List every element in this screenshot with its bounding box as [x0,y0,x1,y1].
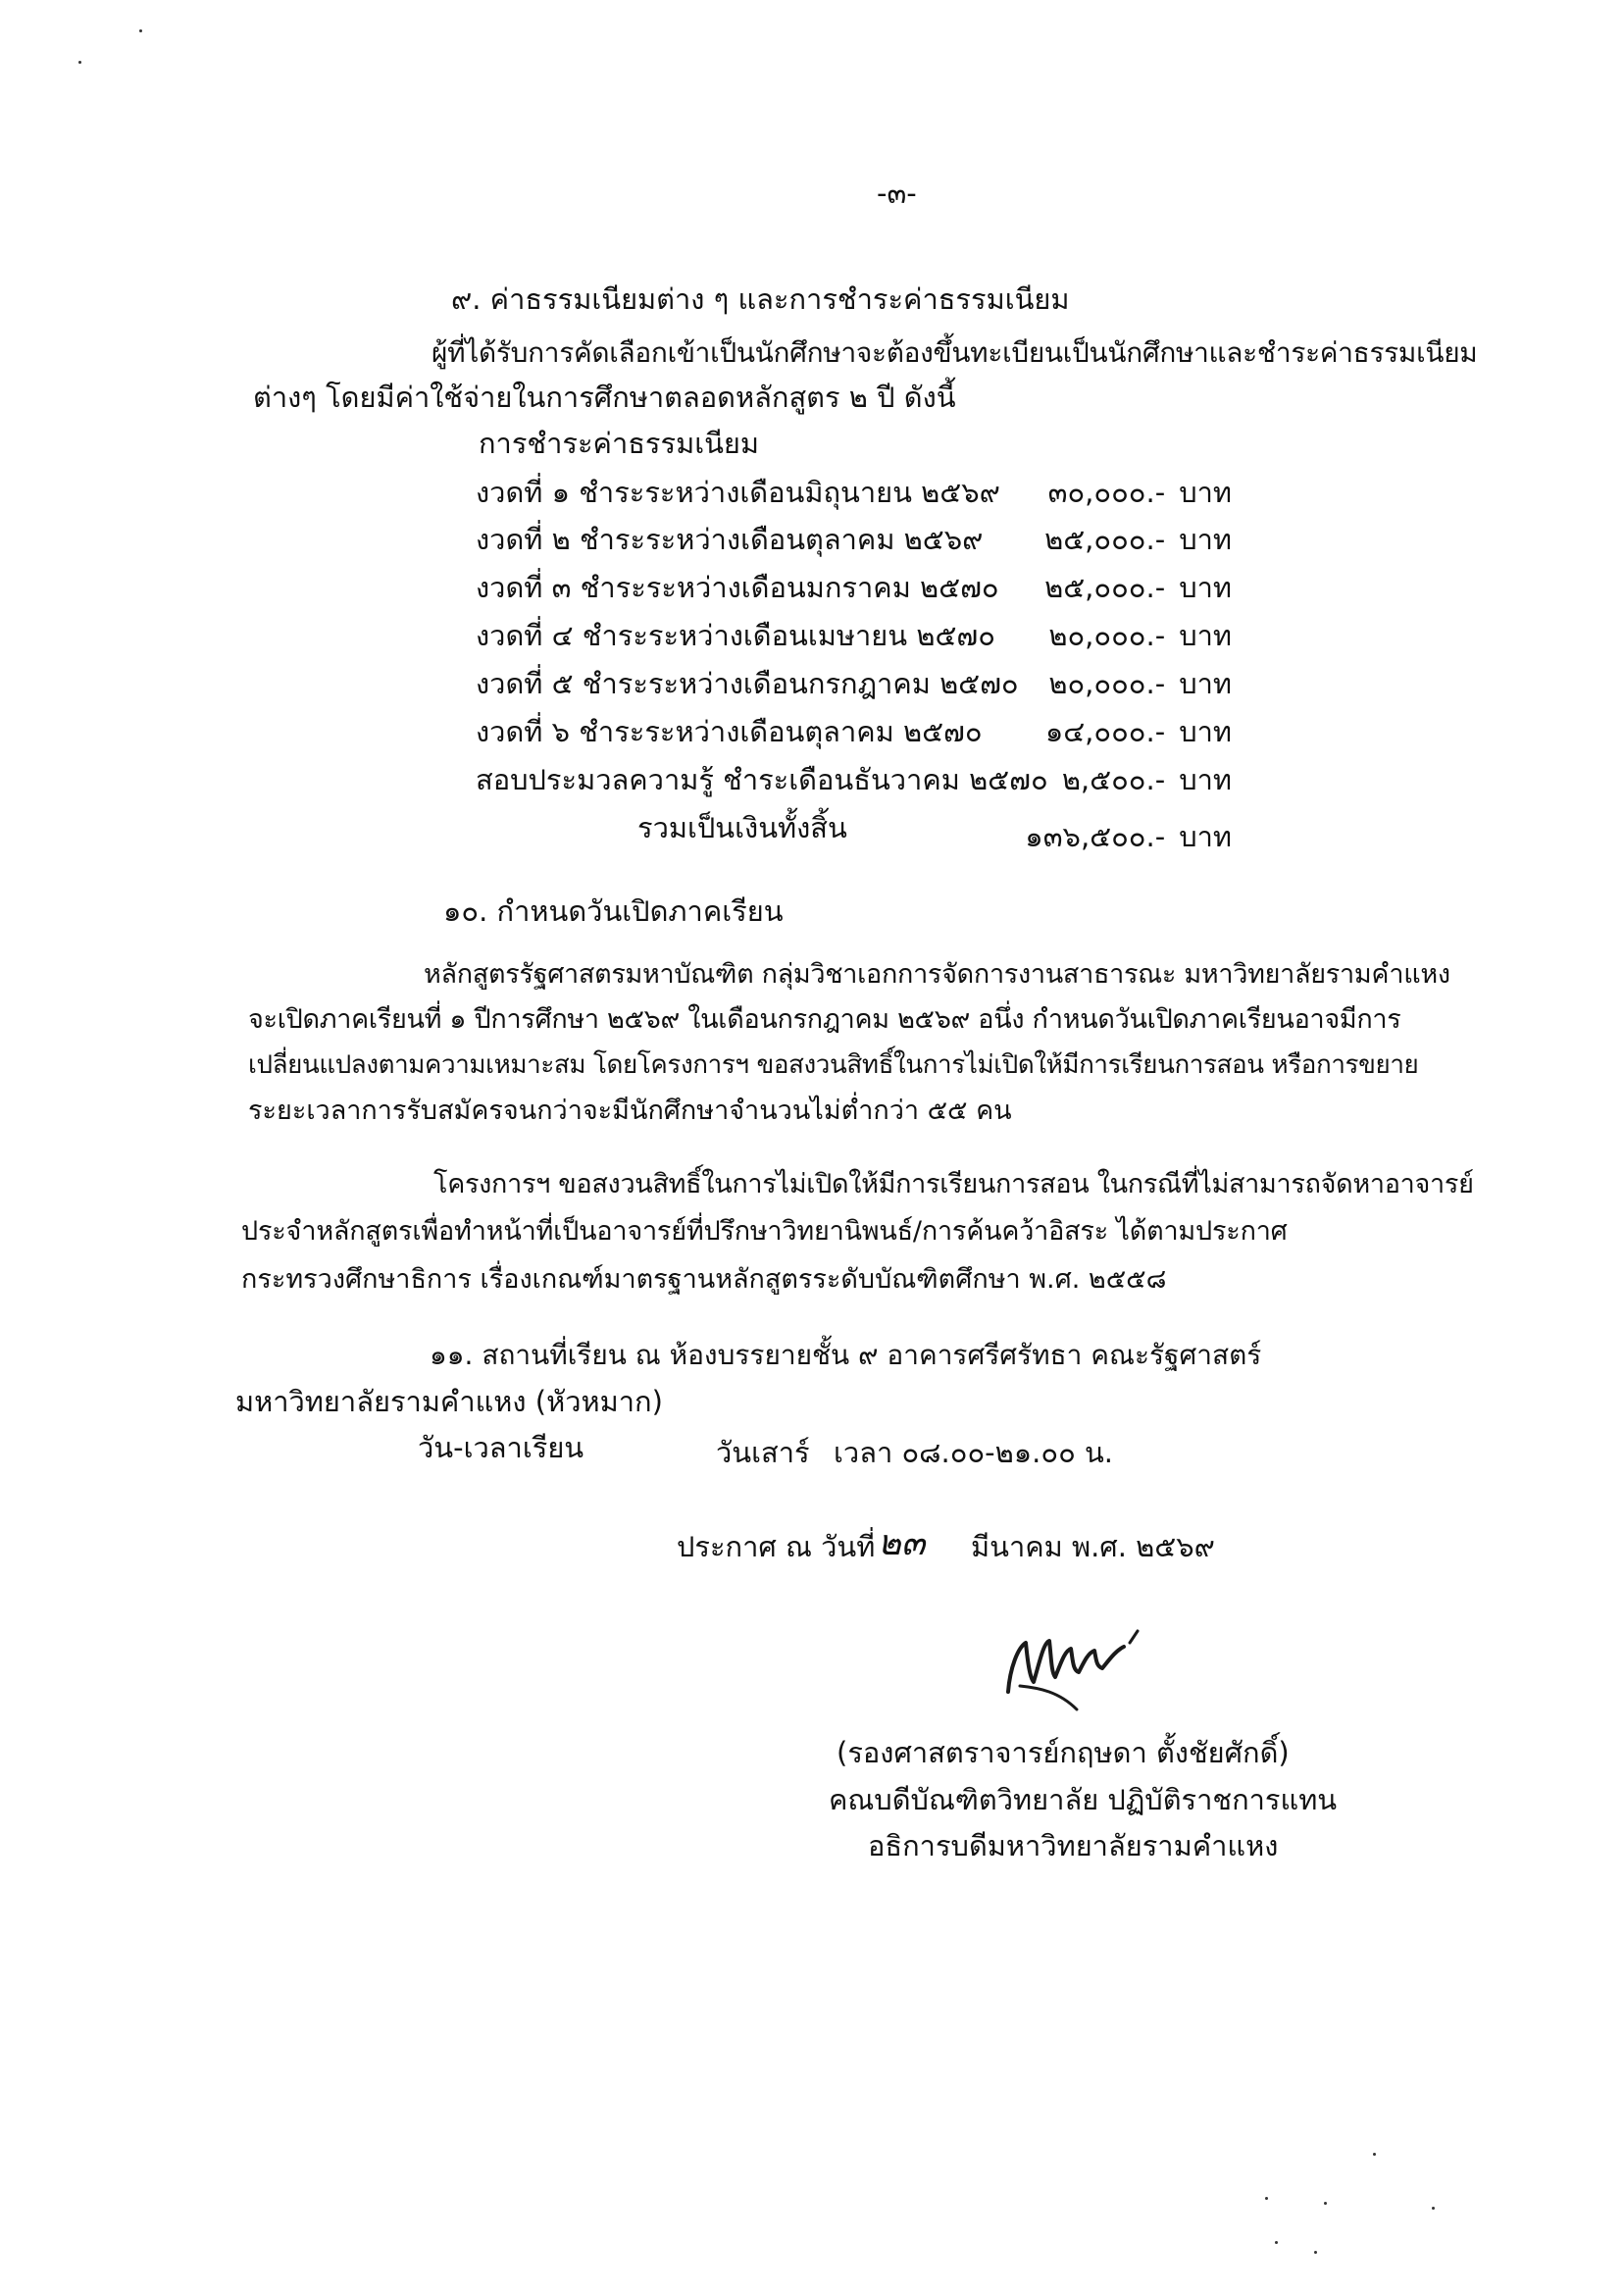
fee-amount-value: ๓๐,๐๐๐.- [1047,476,1166,509]
signatory-position-1: คณบดีบัณฑิตวิทยาลัย ปฏิบัติราชการแทน [829,1783,1338,1816]
fee-amount-value: ๒๐,๐๐๐.- [1048,667,1166,700]
fee-row-amount [1045,715,1232,749]
fee-row-label: งวดที่ ๒ ชำระระหว่างเดือนตุลาคม ๒๕๖๙ [476,523,984,556]
fee-amount-unit: บาท [1179,763,1232,796]
scan-speck [78,61,81,64]
fee-row-label: งวดที่ ๕ ชำระระหว่างเดือนกรกฎาคม ๒๕๗๐ [476,667,1019,700]
section11-line1: ๑๑. สถานที่เรียน ณ ห้องบรรยายชั้น ๙ อาคารศรีศรัทธา คณะรัฐศาสตร์ [430,1339,1262,1371]
fee-amount-value: ๒๕,๐๐๐.- [1044,571,1166,604]
fee-total-unit: บาท [1179,820,1232,853]
fee-row-label: งวดที่ ๖ ชำระระหว่างเดือนตุลาคม ๒๕๗๐ [476,715,983,748]
fee-amount-unit: บาท [1179,523,1232,556]
paragraph-line: ประจำหลักสูตรเพื่อทำหน้าที่เป็นอาจารย์ที่ปรึกษาวิทยานิพนธ์/การค้นคว้าอิสระ ได้ตามประกาศ [241,1216,1288,1247]
scan-speck [1432,2207,1435,2210]
fee-row-label: งวดที่ ๓ ชำระระหว่างเดือนมกราคม ๒๕๗๐ [476,571,999,604]
paragraph-line: เปลี่ยนแปลงตามความเหมาะสม โดยโครงการฯ ขอสงวนสิทธิ์ในการไม่เปิดให้มีการเรียนการสอน หรือการขยาย [248,1050,1419,1080]
schedule-time: เวลา ๐๘.๐๐-๒๑.๐๐ น. [834,1436,1114,1469]
fee-row-label: สอบประมวลความรู้ ชำระเดือนธันวาคม ๒๕๗๐ [476,763,1048,796]
announcement-prefix: ประกาศ ณ วันที่ [677,1530,876,1563]
signature [1000,1623,1216,1711]
paragraph-line: หลักสูตรรัฐศาสตรมหาบัณฑิต กลุ่มวิชาเอกการจัดการงานสาธารณะ มหาวิทยาลัยรามคำแหง [424,959,1450,990]
paragraph-line: ระยะเวลาการรับสมัครจนกว่าจะมีนักศึกษาจำนวนไม่ต่ำกว่า ๕๕ คน [248,1096,1012,1126]
scan-speck [1324,2202,1327,2205]
fee-row-amount [1048,667,1232,701]
fee-amount-unit: บาท [1179,571,1232,604]
paragraph-line: จะเปิดภาคเรียนที่ ๑ ปีการศึกษา ๒๕๖๙ ในเดือนกรกฎาคม ๒๕๖๙ อนึ่ง กำหนดวันเปิดภาคเรียนอาจมีการ [248,1004,1401,1035]
fee-row-amount [1048,619,1232,653]
fee-row-amount [1044,523,1232,557]
fee-amount-unit: บาท [1179,476,1232,509]
section9-heading: ๙. ค่าธรรมเนียมต่าง ๆ และการชำระค่าธรรมเนียม [451,282,1070,316]
paragraph-line: โครงการฯ ขอสงวนสิทธิ์ในการไม่เปิดให้มีการเรียนการสอน ในกรณีที่ไม่สามารถจัดหาอาจารย์ [433,1169,1474,1199]
paragraph-line: กระทรวงศึกษาธิการ เรื่องเกณฑ์มาตรฐานหลักสูตรระดับบัณฑิตศึกษา พ.ศ. ๒๕๕๘ [241,1264,1167,1295]
fee-amount-unit: บาท [1179,715,1232,748]
section11-line2: มหาวิทยาลัยรามคำแหง (หัวหมาก) [235,1385,663,1418]
fee-row-amount [1062,763,1232,797]
scan-speck [1265,2197,1268,2200]
section9-paragraph-line1: ผู้ที่ได้รับการคัดเลือกเข้าเป็นนักศึกษาจะต้องขึ้นทะเบียนเป็นนักศึกษาและชำระค่าธรรมเนียม [431,336,1478,369]
fee-amount-unit: บาท [1179,667,1232,700]
fee-total-value: ๑๓๖,๕๐๐.- [1025,820,1166,853]
fee-row-label: งวดที่ ๑ ชำระระหว่างเดือนมิถุนายน ๒๕๖๙ [476,476,1000,509]
section9-paragraph-line2: ต่างๆ โดยมีค่าใช้จ่ายในการศึกษาตลอดหลักสูตร ๒ ปี ดังนี้ [253,381,956,414]
scan-speck [1275,2241,1278,2244]
schedule-day: วันเสาร์ [716,1436,810,1469]
fee-amount-value: ๑๔,๐๐๐.- [1044,715,1166,748]
fee-row-amount [1044,571,1232,605]
section10-heading: ๑๐. กำหนดวันเปิดภาคเรียน [443,894,784,928]
payment-title: การชำระค่าธรรมเนียม [479,427,760,460]
fee-row-amount [1048,476,1232,510]
scan-speck [1373,2153,1376,2156]
signatory-name: (รองศาสตราจารย์กฤษดา ตั้งชัยศักดิ์) [837,1736,1290,1769]
announcement-day: ๒๓ [878,1523,926,1563]
fee-amount-value: ๒,๕๐๐.- [1061,763,1166,796]
schedule-label: วัน-เวลาเรียน [418,1431,584,1464]
fee-row-label: งวดที่ ๔ ชำระระหว่างเดือนเมษายน ๒๕๗๐ [476,619,995,652]
signatory-position-2: อธิการบดีมหาวิทยาลัยรามคำแหง [868,1829,1279,1862]
fee-amount-unit: บาท [1179,619,1232,652]
page-number: -๓- [877,177,917,210]
scan-speck [139,29,142,32]
fee-total-label: รวมเป็นเงินทั้งสิ้น [637,811,847,844]
scan-speck [1314,2251,1317,2254]
fee-amount-value: ๒๕,๐๐๐.- [1044,523,1166,556]
announcement-month-year: มีนาคม พ.ศ. ๒๕๖๙ [971,1530,1215,1563]
fee-total-amount [1025,820,1232,854]
fee-amount-value: ๒๐,๐๐๐.- [1048,619,1166,652]
